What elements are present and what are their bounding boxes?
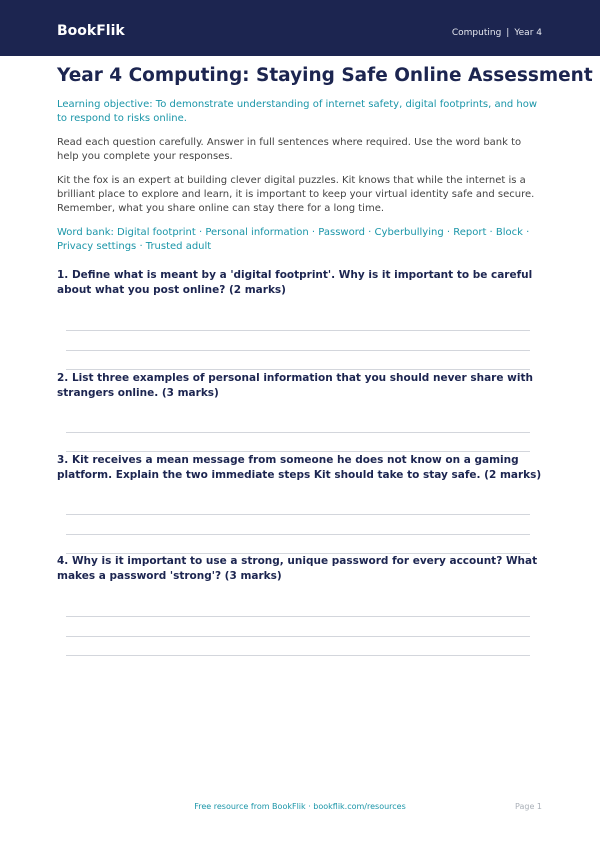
question-1: 1. Define what is meant by a 'digital footprint'. Why is it important to be careful about what you post online? (2 marks): [57, 269, 533, 296]
year-label: Year 4: [514, 28, 542, 38]
answer-line-1b[interactable]: [66, 350, 530, 351]
meta-separator: |: [506, 28, 510, 38]
question-2: 2. List three examples of personal information that you should never share with strangers online. (3 marks): [57, 372, 533, 399]
answer-line-2b[interactable]: [66, 451, 530, 452]
instructions-text: Read each question carefully. Answer in full sentences where required. Use the word bank to help you complete your responses.: [57, 137, 522, 162]
answer-line-4a[interactable]: [66, 616, 530, 617]
intro-section: [57, 64, 593, 254]
question-3: 3. Kit receives a mean message from someone he does not know on a gaming platform. Explain the two immediate steps Kit should take to stay safe. (2 marks): [57, 454, 542, 481]
page-header: [0, 0, 600, 56]
page-title: Year 4 Computing: Staying Safe Online Assessment: [57, 65, 593, 86]
answer-line-3b[interactable]: [66, 534, 530, 535]
learning-objective: Learning objective: To demonstrate understanding of internet safety, digital footprints, and how to respond to risks online.: [57, 99, 538, 124]
answer-line-2a[interactable]: [66, 432, 530, 433]
answer-line-4c[interactable]: [66, 655, 530, 656]
intro-text: Kit the fox is an expert at building clever digital puzzles. Kit knows that while the internet is a brilliant place to explore and learn, it is important to keep your virtual identity safe and secure. Remember, what you share online can stay there for a long time.: [57, 175, 535, 214]
footer-text: Free resource from BookFlik · bookflik.com/resources: [194, 802, 406, 811]
brand-logo-text: BookFlik: [57, 23, 125, 39]
page-number: Page 1: [515, 802, 542, 811]
answer-line-1c[interactable]: [66, 369, 530, 370]
answer-line-4b[interactable]: [66, 636, 530, 637]
subject-label: Computing: [451, 28, 502, 38]
header-meta: [452, 28, 542, 38]
answer-line-1a[interactable]: [66, 330, 530, 331]
answer-line-3a[interactable]: [66, 514, 530, 515]
word-bank: Word bank: Digital footprint · Personal information · Password · Cyberbullying · Report · Block · Privacy settings · Trusted adult: [57, 227, 530, 252]
question-4: 4. Why is it important to use a strong, unique password for every account? What makes a password 'strong'? (3 marks): [57, 555, 538, 582]
